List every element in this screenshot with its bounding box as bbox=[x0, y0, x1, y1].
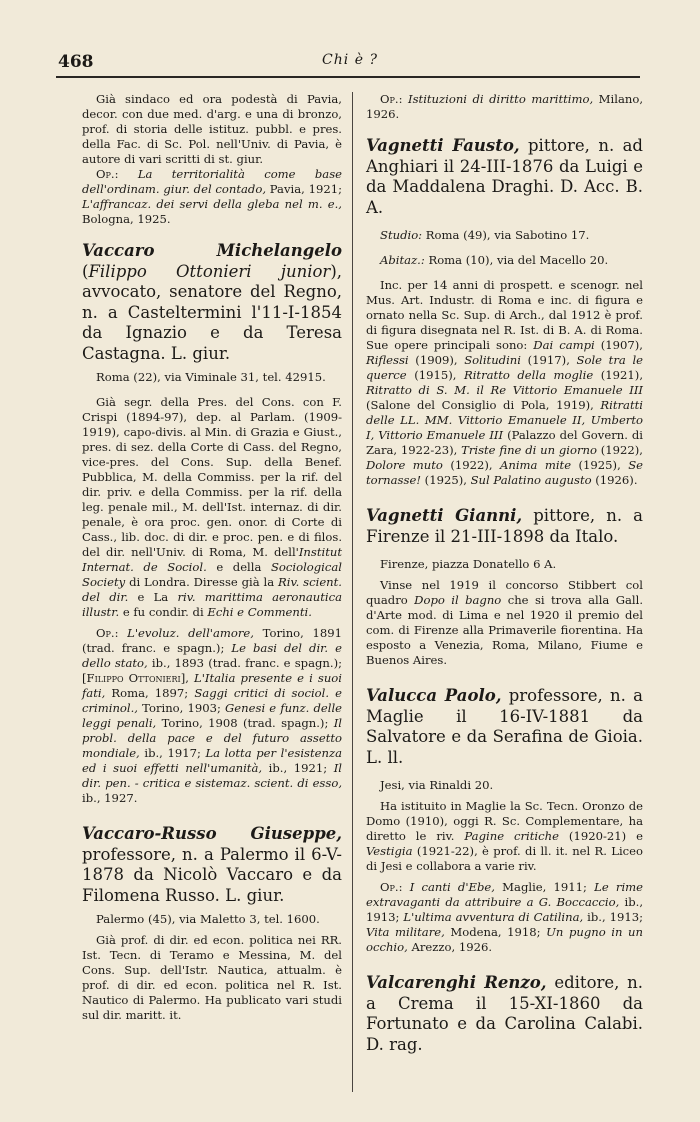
entry-name: Vagnetti Fausto, bbox=[366, 136, 520, 155]
entry-studio-address: Studio: Roma (49), via Sabotino 17. bbox=[380, 228, 590, 242]
entry-address: Roma (22), via Viminale 31, tel. 42915. bbox=[96, 370, 326, 384]
entry-bio: Inc. per 14 anni di prospett. e scenogr. nel Mus. Art. Industr. di Roma e inc. di figura e ornato nella Sc. Sup. di Arch., dal 1912 è prof. di figura disegnata nel R. Ist. di B. A. di Roma. Sue opere principali sono: Dai campi (1907), Riflessi (1909), Solitudini (1917), Sole tra le querce (1915), Ritratto della moglie (1921), Ritratto di S. M. il Re Vittorio Emanuele III (Salone del Consiglio di Pola, 1919), Ritratti delle LL. MM. Vittorio Emanuele II, Umberto I, Vittorio Emanuele III (Palazzo del Govern. di Zara, 1922-23), Triste fine di un giorno (1922), Dolore muto (1922), Anima mite (1925), Se tornasse! (1925), Sul Palatino augusto (1926). bbox=[366, 278, 644, 487]
continued-bio: Già sindaco ed ora podestà di Pavia, decor. con due med. d'arg. e una di bronzo, prof. di storia delle istituz. pubbl. e pres. della Fac. di Sc. Pol. nell'Univ. di Pavia, è autore di vari scritti di st. giur. bbox=[82, 92, 342, 166]
continued-works: Op.: La territorialità come base dell'ordinam. giur. del contado, Pavia, 1921; L'affrancaz. dei servi della gleba nel m. e., Bologna, 1925. bbox=[82, 167, 343, 226]
entry-name: Valcarenghi Renzo, bbox=[366, 973, 547, 992]
entry-home-address: Abitaz.: Roma (10), via del Macello 20. bbox=[380, 253, 609, 267]
entry-vaccaro-michelangelo bbox=[82, 241, 342, 806]
header-rule bbox=[56, 76, 640, 78]
entry-vagnetti-fausto bbox=[366, 136, 643, 488]
entry-valucca-paolo bbox=[366, 686, 643, 955]
page-header bbox=[0, 44, 700, 74]
entry-works: Op.: I canti d'Ebe, Maglie, 1911; Le rime extravaganti da attribuire a G. Boccaccio, ib., 1913; L'ultima avventura di Catilina, ib., 1913; Vita militare, Modena, 1918; Un pugno in un occhio, Arezzo, 1926. bbox=[366, 880, 644, 954]
entry-bio: Vinse nel 1919 il concorso Stibbert col quadro Dopo il bagno che si trova alla Gall. d'Arte mod. di Lima e nel 1920 il premio del com. di Firenze alla Primaverile fiorentina. Ha esposto a Venezia, Roma, Milano, Fiume e Buenos Aires. bbox=[366, 578, 644, 667]
continued-works: Op.: Istituzioni di diritto marittimo, Milano, 1926. bbox=[366, 92, 644, 121]
entry-bio: Già segr. della Pres. del Cons. con F. Crispi (1894-97), dep. al Parlam. (1909-1919), capo-divis. al Min. di Grazia e Giust., pres. di sez. della Corte di Cass. del Regno, vice-pres. del Cons. Sup. della Benef. Pubblica, M. della Commiss. per la rif. del dir. priv. e della Commiss. per la rif. della leg. penale mil., M. dell'Ist. internaz. di dir. penale, è ora proc. gen. onor. di Corte di Cass., lib. doc. di dir. e proc. pen. e di filos. del dir. nell'Univ. di Roma, M. dell'Institut Internat. de Sociol. e della Sociological Society di Londra. Diresse già la Riv. scient. del dir. e La riv. marittima aeronautica illustr. e fu condir. di Echi e Commenti. bbox=[82, 395, 343, 619]
right-column bbox=[366, 92, 643, 1055]
entry-heading: Vaccaro Michelangelo (Filippo Ottonieri junior), avvocato, senatore del Regno, n. a Casteltermini l'11-I-1854 da Ignazio e da Teresa Castagna. L. giur. bbox=[82, 241, 342, 363]
entry-name: Vagnetti Gianni, bbox=[366, 506, 523, 525]
entry-heading: Vagnetti Gianni, pittore, n. a Firenze il 21-III-1898 da Italo. bbox=[366, 506, 644, 546]
entry-works: Op.: L'evoluz. dell'amore, Torino, 1891 (trad. franc. e spagn.); Le basi del dir. e dello stato, ib., 1893 (trad. franc. e spagn.); [Filippo Ottonieri], L'Italia presente e i suoi fati, Roma, 1897; Saggi critici di sociol. e criminol., Torino, 1903; Genesi e funz. delle leggi penali, Torino, 1908 (trad. spagn.); Il probl. della pace e del futuro assetto mondiale, ib., 1917; La lotta per l'esistenza ed i suoi effetti nell'umanità, ib., 1921; Il dir. pen. - critica e sistemaz. scient. di esso, ib., 1927. bbox=[82, 626, 343, 805]
entry-heading: Vagnetti Fausto, pittore, n. ad Anghiari il 24-III-1876 da Luigi e da Maddalena Draghi. D. Acc. B. A. bbox=[366, 136, 643, 217]
entry-heading: Valucca Paolo, professore, n. a Maglie il 16-IV-1881 da Salvatore e da Serafina de Gioia. L. ll. bbox=[366, 686, 643, 767]
entry-address: Palermo (45), via Maletto 3, tel. 1600. bbox=[96, 912, 320, 926]
entry-name: Valucca Paolo, bbox=[366, 686, 502, 705]
entry-valcarenghi-renzo bbox=[366, 973, 643, 1055]
running-title: Chi è ? bbox=[322, 52, 378, 68]
entry-bio: Già prof. di dir. ed econ. politica nei RR. Ist. Tecn. di Teramo e Messina, M. del Cons. Sup. dell'Istr. Nautica, attualm. è prof. di dir. ed econ. politica nel R. Ist. Nautico di Palermo. Ha publicato vari studi sul dir. maritt. it. bbox=[82, 933, 342, 1022]
entry-heading: Vaccaro-Russo Giuseppe, professore, n. a Palermo il 6-V-1878 da Nicolò Vaccaro e da Filomena Russo. L. giur. bbox=[82, 824, 342, 905]
column-rule bbox=[352, 92, 353, 1092]
entry-name: Vaccaro Michelangelo bbox=[82, 241, 342, 260]
entry-vagnetti-gianni bbox=[366, 506, 643, 668]
entry-bio: Ha istituito in Maglie la Sc. Tecn. Oronzo de Domo (1910), oggi R. Sc. Complementare, ha diretto le riv. Pagine critiche (1920-21) e Vestigia (1921-22), è prof. di ll. it. nel R. Liceo di Jesi e collabora a varie riv. bbox=[366, 799, 644, 873]
page-number: 468 bbox=[58, 52, 94, 72]
left-column bbox=[82, 92, 342, 1023]
entry-name: Vaccaro-Russo Giuseppe, bbox=[82, 824, 342, 843]
entry-heading: Valcarenghi Renzo, editore, n. a Crema il 15-XI-1860 da Fortunato e da Carolina Calabi. D. rag. bbox=[366, 973, 644, 1054]
entry-address: Firenze, piazza Donatello 6 A. bbox=[380, 557, 557, 571]
entry-address: Jesi, via Rinaldi 20. bbox=[380, 778, 494, 792]
entry-vaccaro-russo-giuseppe bbox=[82, 824, 342, 1023]
